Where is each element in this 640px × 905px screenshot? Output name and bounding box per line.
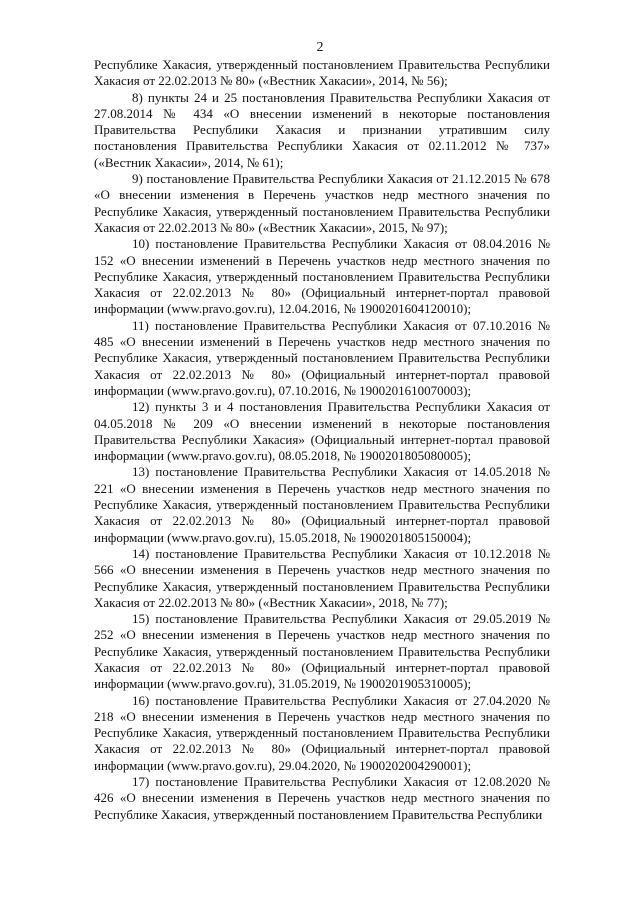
page-number: 2 bbox=[316, 40, 324, 55]
paragraph-item-11: 11) постановление Правительства Республики Хакасия от 07.10.2016 № 485 «О внесении изменений в Перечень участков недр местного значения по Республике Хакасия, утвержденный постановлением Правительства Республики Хакасия от 22.02.2013 № 80» (Официальный интернет-портал правовой информации (www.pravo.gov.ru), 07.10.2016, № 1900201610070003); bbox=[94, 317, 550, 398]
paragraph-item-16: 16) постановление Правительства Республики Хакасия от 27.04.2020 № 218 «О внесении изменения в Перечень участков недр местного значения по Республике Хакасия, утвержденный постановлением Правительства Республики Хакасия от 22.02.2013 № 80» (Официальный интернет-портал правовой информации (www.pravo.gov.ru), 29.04.2020, № 1900202004290001); bbox=[94, 692, 550, 773]
paragraph-item-17: 17) постановление Правительства Республики Хакасия от 12.08.2020 № 426 «О внесении изменения в Перечень участков недр местного значения по Республике Хакасия, утвержденный постановлением Правительства Республики bbox=[94, 774, 550, 822]
paragraph-continuation: Республике Хакасия, утвержденный постановлением Правительства Республики Хакасия от 22.02.2013 № 80» («Вестник Хакасии», 2014, № 56); bbox=[94, 57, 550, 89]
paragraph-item-13: 13) постановление Правительства Республики Хакасия от 14.05.2018 № 221 «О внесении изменения в Перечень участков недр местного значения по Республике Хакасия, утвержденный постановлением Правительства Республики Хакасия от 22.02.2013 № 80» (Официальный интернет-портал правовой информации (www.pravo.gov.ru), 15.05.2018, № 1900201805150004); bbox=[94, 464, 550, 545]
paragraph-item-15: 15) постановление Правительства Республики Хакасия от 29.05.2019 № 252 «О внесении изменения в Перечень участков недр местного значения по Республике Хакасия, утвержденный постановлением Правительства Республики Хакасия от 22.02.2013 № 80» (Официальный интернет-портал правовой информации (www.pravo.gov.ru), 31.05.2019, № 1900201905310005); bbox=[94, 611, 550, 692]
paragraph-item-14: 14) постановление Правительства Республики Хакасия от 10.12.2018 № 566 «О внесении изменения в Перечень участков недр местного значения по Республике Хакасия, утвержденный постановлением Правительства Республики Хакасия от 22.02.2013 № 80» («Вестник Хакасии», 2018, № 77); bbox=[94, 545, 550, 610]
paragraph-item-10: 10) постановление Правительства Республики Хакасия от 08.04.2016 № 152 «О внесении изменений в Перечень участков недр местного значения по Республике Хакасия, утвержденный постановлением Правительства Республики Хакасия от 22.02.2013 № 80» (Официальный интернет-портал правовой информации (www.pravo.gov.ru), 12.04.2016, № 1900201604120010); bbox=[94, 236, 550, 317]
paragraph-item-12: 12) пункты 3 и 4 постановления Правительства Республики Хакасия от 04.05.2018 № 209 «О внесении изменений в некоторые постановления Правительства Республики Хакасия» (Официальный интернет-портал правовой информации (www.pravo.gov.ru), 08.05.2018, № 1900201805080005); bbox=[94, 399, 550, 464]
paragraph-item-8: 8) пункты 24 и 25 постановления Правительства Республики Хакасия от 27.08.2014 № 434 «О внесении изменений в некоторые постановления Правительства Республики Хакасия и признании утратившим силу постановления Правительства Республики Хакасия от 02.11.2012 № 737» («Вестник Хакасии», 2014, № 61); bbox=[94, 89, 550, 170]
document-body bbox=[94, 57, 550, 823]
paragraph-item-9: 9) постановление Правительства Республики Хакасия от 21.12.2015 № 678 «О внесении изменения в Перечень участков недр местного значения по Республике Хакасия, утвержденный постановлением Правительства Республики Хакасия от 22.02.2013 № 80» («Вестник Хакасии», 2015, № 97); bbox=[94, 171, 550, 235]
